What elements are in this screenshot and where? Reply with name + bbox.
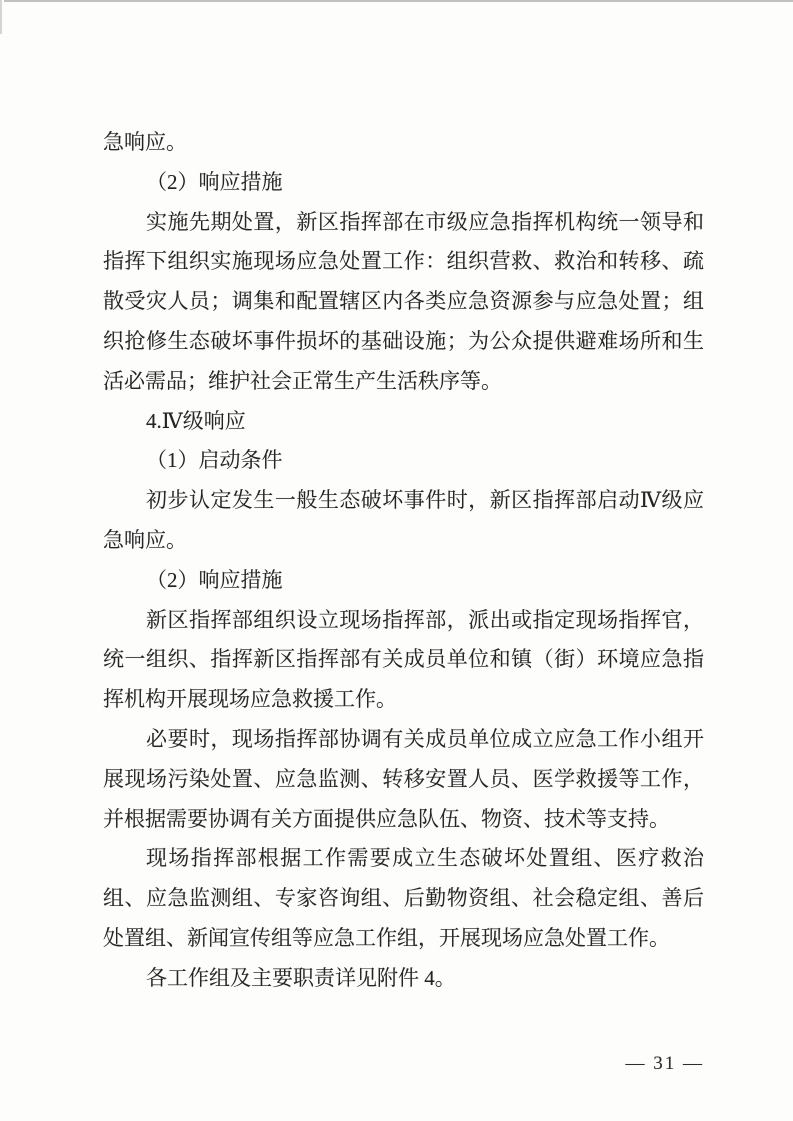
text-line: 指挥下组织实施现场应急处置工作：组织营救、救治和转移、疏 xyxy=(103,249,704,274)
text-line: 挥机构开展现场应急救援工作。 xyxy=(103,687,397,712)
text-line: 组、应急监测组、专家咨询组、后勤物资组、社会稳定组、善后 xyxy=(103,886,704,911)
text-line: 4.Ⅳ级响应 xyxy=(146,408,246,433)
text-line: 急响应。 xyxy=(103,527,187,552)
scan-artifact-left-edge xyxy=(0,0,2,34)
text-line: 处置组、新闻宣传组等应急工作组，开展现场应急处置工作。 xyxy=(103,925,670,950)
page-number: — 31 — xyxy=(625,1053,704,1074)
text-line: 展现场污染处置、应急监测、转移安置人员、医学救援等工作， xyxy=(103,766,704,791)
text-line: （2）响应措施 xyxy=(146,169,283,194)
text-line: 散受灾人员；调集和配置辖区内各类应急资源参与应急处置；组 xyxy=(103,289,704,314)
text-line: 织抢修生态破坏事件损坏的基础设施；为公众提供避难场所和生 xyxy=(103,328,704,353)
text-line: （1）启动条件 xyxy=(146,448,283,473)
text-line: 急响应。 xyxy=(103,130,187,154)
text-line: 现场指挥部根据工作需要成立生态破坏处置组、医疗救治 xyxy=(146,846,704,871)
text-line: （2）响应措施 xyxy=(146,567,283,592)
text-line: 并根据需要协调有关方面提供应急队伍、物资、技术等支持。 xyxy=(103,806,670,831)
text-line: 各工作组及主要职责详见附件 4。 xyxy=(146,965,456,990)
text-line: 活必需品；维护社会正常生产生活秩序等。 xyxy=(103,368,502,393)
text-line: 统一组织、指挥新区指挥部有关成员单位和镇（街）环境应急指 xyxy=(103,647,704,672)
text-line: 新区指挥部组织设立现场指挥部，派出或指定现场指挥官， xyxy=(146,607,704,632)
text-line: 初步认定发生一般生态破坏事件时，新区指挥部启动Ⅳ级应 xyxy=(146,488,704,513)
document-lines xyxy=(103,123,704,999)
text-line: 必要时，现场指挥部协调有关成员单位成立应急工作小组开 xyxy=(146,726,704,751)
text-line: 实施先期处置，新区指挥部在市级应急指挥机构统一领导和 xyxy=(146,209,704,234)
scan-artifact-top-edge xyxy=(4,0,793,2)
